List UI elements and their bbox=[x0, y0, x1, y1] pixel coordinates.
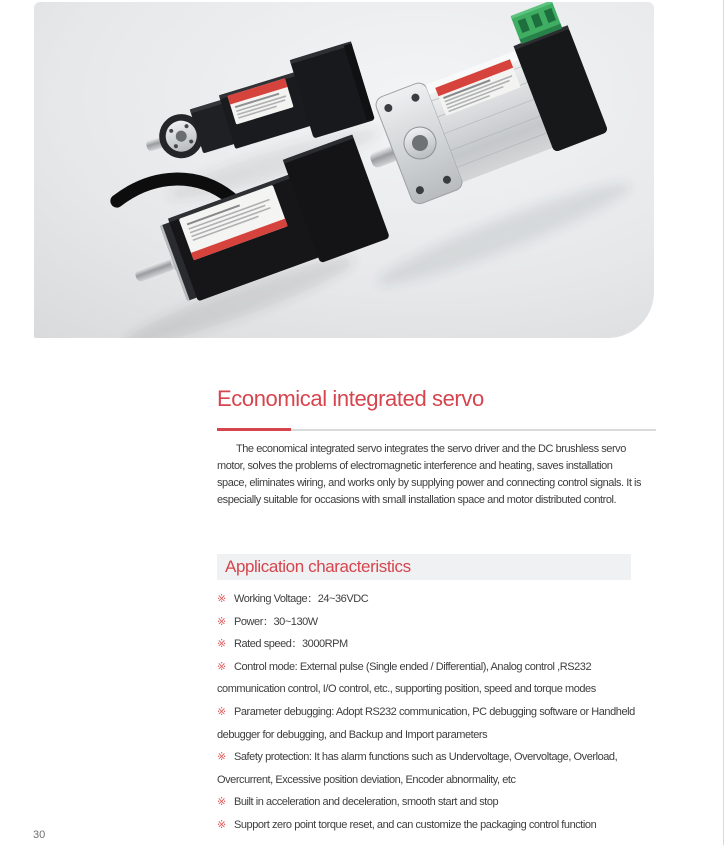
bullet-text: Safety protection: It has alarm functions such as Undervoltage, Overvoltage, Overload, bbox=[234, 751, 618, 764]
intro-paragraph bbox=[217, 441, 687, 509]
bullet-marker-icon: ※ bbox=[217, 615, 227, 628]
bullet-text: Power：30~130W bbox=[234, 615, 318, 628]
bullet-text: Parameter debugging: Adopt RS232 communication, PC debugging software or Handheld bbox=[234, 705, 635, 718]
page-title: Economical integrated servo bbox=[217, 386, 484, 411]
list-item bbox=[217, 611, 697, 634]
bullet-text: Support zero point torque reset, and can customize the packaging control function bbox=[234, 818, 597, 831]
paragraph-line: especially suitable for occasions with small installation space and motor distributed control. bbox=[217, 494, 617, 506]
paragraph-line: motor, solves the problems of electromagnetic interference and heating, saves installation bbox=[217, 460, 613, 472]
bullet-text: Built in acceleration and deceleration, smooth start and stop bbox=[234, 796, 499, 809]
bullet-marker-icon: ※ bbox=[217, 751, 227, 764]
bullet-text-continued: Overcurrent, Excessive position deviation, Encoder abnormality, etc bbox=[217, 773, 516, 786]
product-photo bbox=[34, 2, 654, 338]
paragraph-line: space, eliminates wiring, and works only by supplying power and connecting control signals. It is bbox=[217, 477, 642, 489]
list-item bbox=[217, 791, 697, 814]
bullet-marker-icon: ※ bbox=[217, 638, 227, 651]
characteristics-list bbox=[217, 588, 697, 837]
list-item bbox=[217, 814, 697, 837]
bullet-marker-icon: ※ bbox=[217, 593, 227, 605]
bullet-text: Control mode: External pulse (Single ended / Differential), Analog control ,RS232 bbox=[234, 660, 592, 673]
list-item bbox=[217, 701, 697, 746]
title-underline bbox=[217, 428, 656, 431]
bullet-marker-icon: ※ bbox=[217, 796, 227, 809]
bullet-text: Working Voltage：24~36VDC bbox=[234, 593, 369, 605]
bullet-marker-icon: ※ bbox=[217, 818, 227, 831]
title-underline-accent bbox=[217, 428, 291, 431]
servo-motors-illustration bbox=[34, 2, 654, 338]
characteristics-header-label: Application characteristics bbox=[225, 557, 411, 576]
list-item bbox=[217, 588, 697, 611]
bullet-marker-icon: ※ bbox=[217, 660, 227, 673]
bullet-text: Rated speed：3000RPM bbox=[234, 638, 348, 651]
list-item bbox=[217, 746, 697, 791]
page-number: 30 bbox=[33, 829, 46, 841]
bullet-marker-icon: ※ bbox=[217, 705, 227, 718]
characteristics-header bbox=[217, 554, 631, 580]
paragraph-line: The economical integrated servo integrates the servo driver and the DC brushless servo bbox=[236, 443, 626, 455]
list-item bbox=[217, 656, 697, 701]
list-item bbox=[217, 633, 697, 656]
bullet-text-continued: debugger for debugging, and Backup and Import parameters bbox=[217, 728, 488, 741]
title-underline-track bbox=[291, 429, 656, 431]
bullet-text-continued: communication control, I/O control, etc., supporting position, speed and torque modes bbox=[217, 683, 596, 696]
